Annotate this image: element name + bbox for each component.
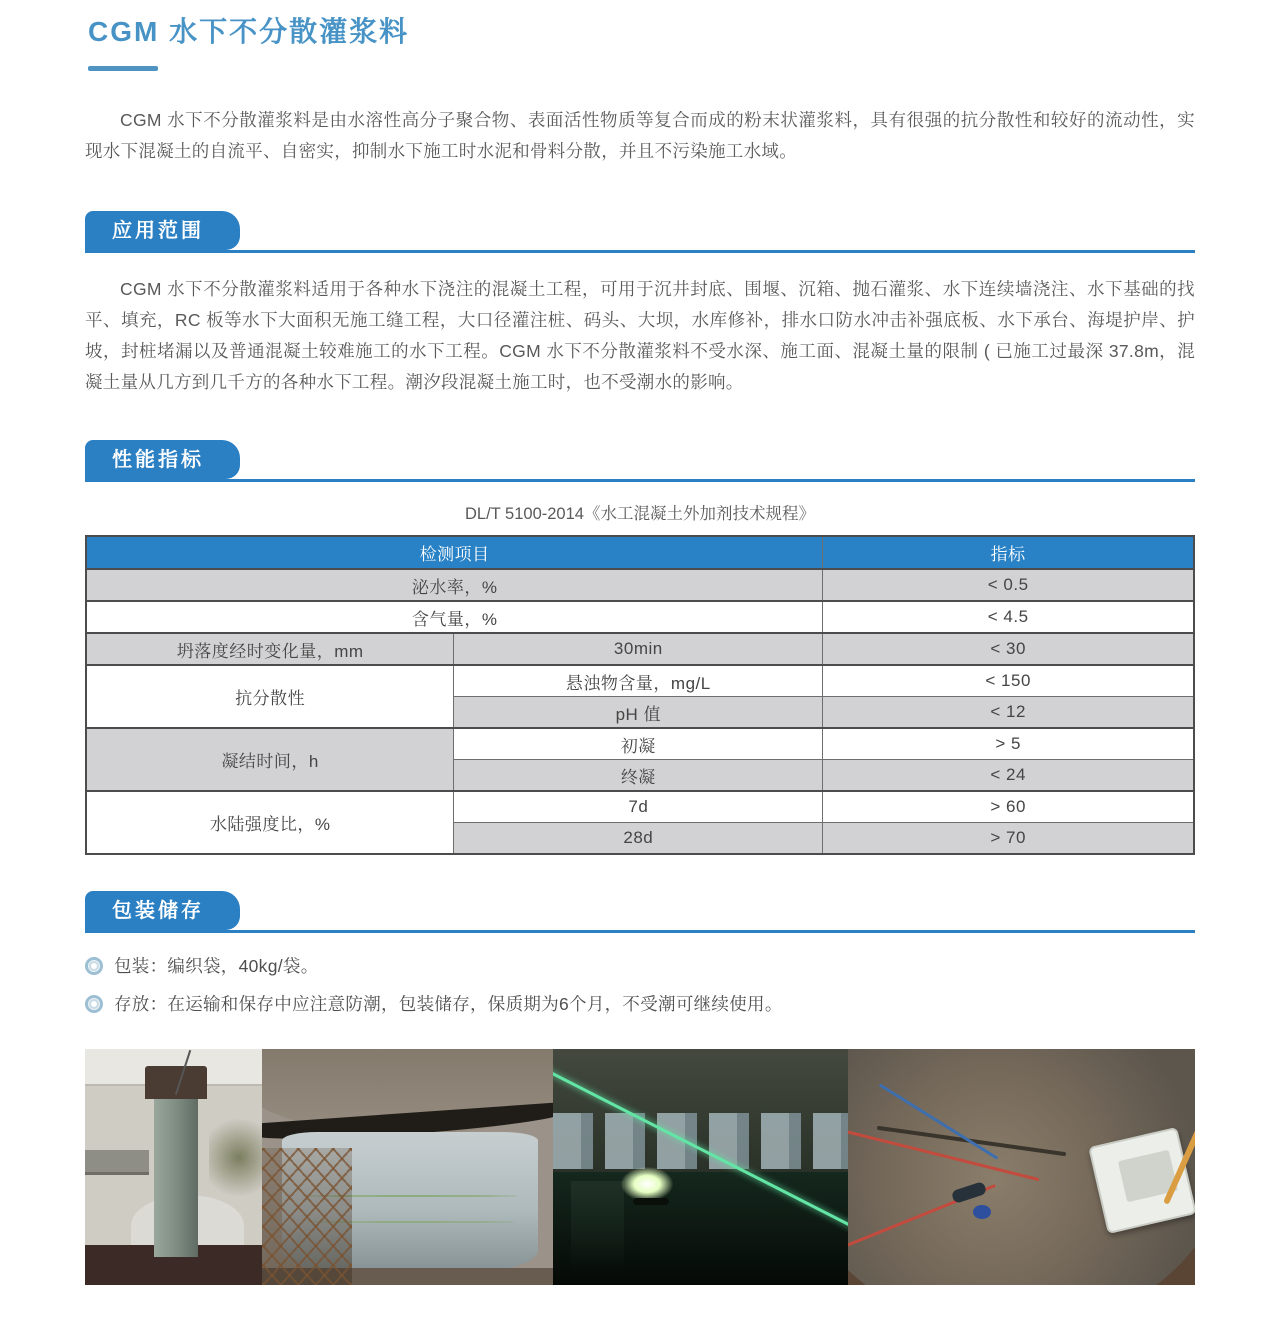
table-cell: > 5 [823,728,1194,760]
table-cell: < 0.5 [823,569,1194,601]
application-paragraph: CGM 水下不分散灌浆料适用于各种水下浇注的混凝土工程，可用于沉井封底、围堰、沉箱、抛石灌浆、水下连续墙浇注、水下基础的找平、填充，RC 板等水下大面积无施工缝工程，大口径灌注桩、码头、大坝，水库修补，排水口防水冲击补强底板、水下承台、海堤护岸、护坡，封桩堵漏以及普通混凝土较难施工的水下工程。CGM 水下不分散灌浆料不受水深、施工面、混凝土量的限制 ( 已施工过最深 37.8m，混凝土量从几方到几千方的各种水下工程。潮汐段混凝土施工时，也不受潮水的影响。 [85,279,1195,392]
photo-detail [154,1091,198,1256]
table-cell: > 60 [823,791,1194,823]
title-underline [88,66,158,71]
photo-detail [262,1148,352,1285]
table-row [86,633,1194,665]
photo-detail [85,1150,149,1171]
table-cell: 凝结时间，h [86,728,454,791]
table-row [86,665,1194,697]
table-header-item: 检测项目 [86,536,823,569]
packaging-list [85,953,1195,1016]
table-row [86,791,1194,823]
page-content [85,0,1195,1285]
section-header-packaging [85,891,1195,933]
photo-detail [973,1205,991,1219]
photo-pier-column [85,1049,262,1285]
table-cell: 30min [454,633,823,665]
section-tab-performance: 性能指标 [85,440,240,479]
table-cell: 含气量，% [86,601,823,633]
table-cell: > 70 [823,823,1194,855]
page-title: CGM 水下不分散灌浆料 [88,16,410,47]
table-cell: 终凝 [454,760,823,792]
table-cell: 水陆强度比，% [86,791,454,854]
table-header-row [86,536,1194,569]
table-cell: pH 值 [454,697,823,729]
intro-paragraph: CGM 水下不分散灌浆料是由水溶性高分子聚合物、表面活性物质等复合而成的粉末状灌浆料，具有很强的抗分散性和较好的流动性，实现水下混凝土的自流平、自密实，抑制水下施工时水泥和骨料分散，并且不污染施工水域。 [85,110,1195,161]
section-header-application [85,211,1195,253]
photo-detail [571,1181,624,1271]
table-cell: < 150 [823,665,1194,697]
table-cell: < 12 [823,697,1194,729]
table-cell: 28d [454,823,823,855]
table-cell: 悬浊物含量，mg/L [454,665,823,697]
section-header-performance [85,440,1195,482]
table-cell: 泌水率，% [86,569,823,601]
table-cell: 抗分散性 [86,665,454,728]
table-cell: 坍落度经时变化量，mm [86,633,454,665]
photo-pile-jacket-closeup [262,1049,553,1285]
light-glow [621,1167,673,1201]
photo-cofferdam-topview [848,1049,1195,1285]
section-tab-application: 应用范围 [85,211,240,250]
section-tab-packaging: 包装储存 [85,891,240,930]
table-header-index: 指标 [823,536,1194,569]
photo-strip [85,1049,1195,1285]
photo-detail [633,1198,669,1205]
list-item [85,953,1195,978]
ring-icon [85,995,103,1013]
table-cell: < 24 [823,760,1194,792]
photo-detail [209,1110,262,1204]
table-row [86,728,1194,760]
photo-detail [553,1113,848,1170]
table-cell: 初凝 [454,728,823,760]
photo-underwater-laser [553,1049,848,1285]
table-cell: < 4.5 [823,601,1194,633]
table-cell: < 30 [823,633,1194,665]
list-item-text: 包装：编织袋，40kg/袋。 [114,956,319,976]
ring-icon [85,957,103,975]
table-cell: 7d [454,791,823,823]
performance-table [85,535,1195,855]
table-row [86,569,1194,601]
list-item [85,991,1195,1016]
table-row [86,601,1194,633]
standard-caption: DL/T 5100-2014《水工混凝土外加剂技术规程》 [465,505,815,523]
list-item-text: 存放：在运输和保存中应注意防潮，包装储存，保质期为6个月，不受潮可继续使用。 [114,994,783,1014]
